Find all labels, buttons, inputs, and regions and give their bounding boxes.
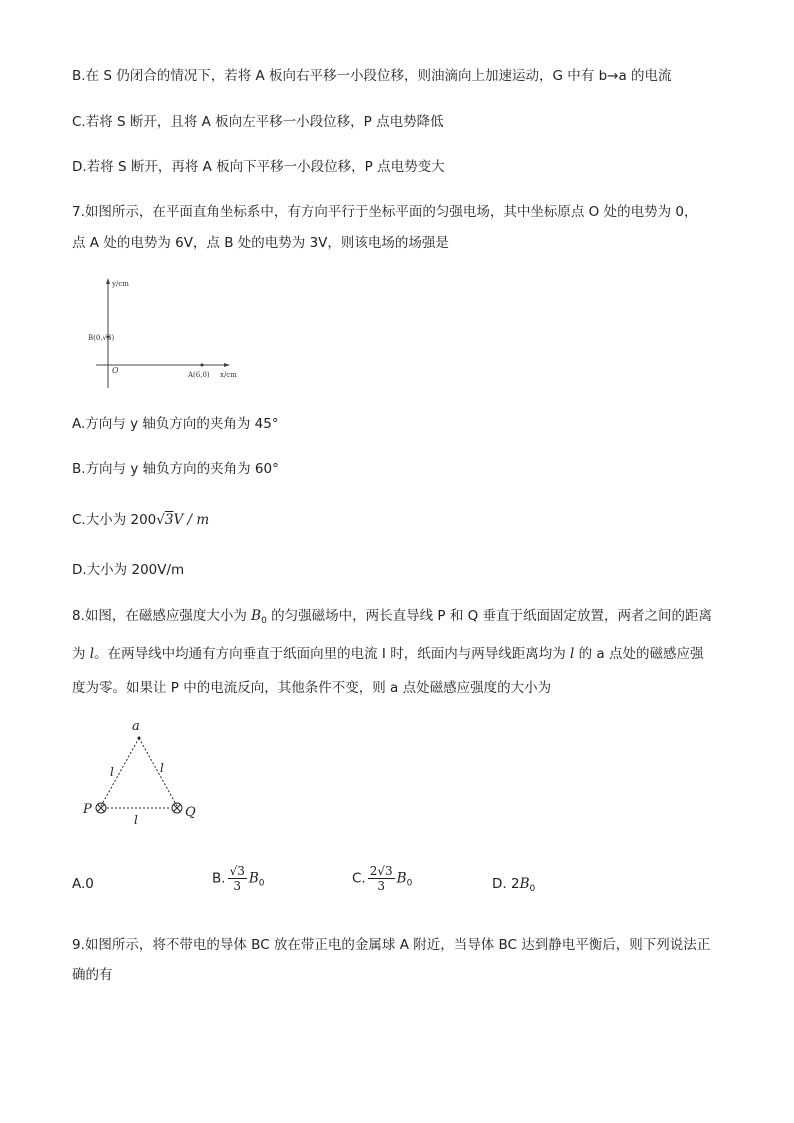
q7-option-a: A.方向与 y 轴负方向的夹角为 45° bbox=[72, 416, 279, 432]
q7-option-c-unit: V / m bbox=[173, 512, 210, 528]
q9-stem-line2: 确的有 bbox=[72, 967, 113, 983]
apex-label: a bbox=[132, 719, 140, 734]
choice-c-prefix: C. bbox=[352, 870, 366, 887]
b-subscript: 0 bbox=[529, 884, 536, 894]
b-symbol: B bbox=[519, 876, 530, 892]
q8-stem-line2 bbox=[72, 644, 703, 664]
point-b-label: B(0,√3) bbox=[88, 334, 115, 342]
q8-choice-b bbox=[212, 864, 265, 894]
q8-stem-line3: 度为零。如果让 P 中的电流反向，其他条件不变，则 a 点处磁感应强度的大小为 bbox=[72, 680, 552, 696]
q8-choice-a: A.0 bbox=[72, 876, 94, 892]
base-label: l bbox=[134, 813, 138, 827]
wire-q-into-page-icon bbox=[172, 803, 182, 813]
q6-option-b: B.在 S 仍闭合的情况下，若将 A 板向右平移一小段位移，则油滴向上加速运动，G 中有 b→a 的电流 bbox=[72, 68, 672, 84]
fraction-denominator: 3 bbox=[377, 879, 385, 893]
choice-b-prefix: B. bbox=[212, 870, 226, 887]
fraction-numerator: √3 bbox=[229, 864, 245, 878]
b-subscript: 0 bbox=[261, 616, 267, 626]
right-label: Q bbox=[185, 805, 196, 820]
q7-option-d: D.大小为 200V/m bbox=[72, 562, 185, 578]
fraction-denominator: 3 bbox=[233, 879, 242, 893]
fraction bbox=[228, 864, 247, 893]
apex-point bbox=[138, 737, 141, 740]
q6-option-c: C.若将 S 断开，且将 A 板向左平移一小段位移，P 点电势降低 bbox=[72, 114, 444, 130]
origin-label: O bbox=[112, 366, 119, 375]
y-axis-arrow bbox=[106, 278, 110, 284]
q8-stem-part: 为 bbox=[72, 646, 90, 662]
q7-option-c bbox=[72, 510, 209, 530]
point-a-label: A(6,0) bbox=[188, 371, 210, 379]
q8-triangle-figure bbox=[76, 716, 206, 826]
fraction-numerator: 2√3 bbox=[369, 864, 393, 878]
q7-option-c-prefix: C.大小为 200 bbox=[72, 512, 157, 528]
q8-stem-part: 的匀强磁场中，两长直导线 P 和 Q 垂直于纸面固定放置，两者之间的距离 bbox=[266, 608, 713, 624]
q8-stem-line1 bbox=[72, 606, 712, 631]
q7-option-b: B.方向与 y 轴负方向的夹角为 60° bbox=[72, 461, 279, 477]
q7-stem-line1: 7.如图所示，在平面直角坐标系中，有方向平行于坐标平面的匀强电场，其中坐标原点 O 处的电势为 0， bbox=[72, 204, 698, 220]
side-right-label: l bbox=[160, 761, 164, 775]
side-left bbox=[101, 738, 139, 806]
fraction bbox=[368, 864, 395, 893]
q9-stem-line1: 9.如图所示，将不带电的导体 BC 放在带正电的金属球 A 附近，当导体 BC 达到静电平衡后，则下列说法正 bbox=[72, 937, 711, 953]
point-a bbox=[201, 364, 204, 367]
left-label: P bbox=[83, 802, 92, 817]
side-right bbox=[139, 738, 177, 806]
y-axis-label: y/cm bbox=[112, 280, 129, 288]
q8-stem-part: 。在两导线中均通有方向垂直于纸面向里的电流 I 时，纸面内与两导线距离均为 bbox=[94, 646, 570, 662]
q7-coordinate-figure bbox=[88, 274, 252, 394]
q8-choice-c bbox=[352, 864, 412, 894]
choice-d-prefix: D. 2 bbox=[492, 876, 520, 892]
q8-stem-part: 8.如图，在磁感应强度大小为 bbox=[72, 608, 252, 624]
q7-stem-line2: 点 A 处的电势为 6V，点 B 处的电势为 3V，则该电场的场强是 bbox=[72, 235, 449, 251]
q7-option-c-radical: 3 bbox=[164, 512, 174, 528]
side-left-label: l bbox=[110, 765, 114, 779]
q8-choice-d bbox=[492, 874, 535, 899]
b-symbol: B bbox=[248, 870, 259, 887]
b-subscript: 0 bbox=[258, 878, 265, 889]
l-symbol: l bbox=[569, 646, 575, 662]
l-symbol: l bbox=[89, 646, 95, 662]
x-axis-label: x/cm bbox=[220, 371, 237, 379]
b-symbol: B bbox=[396, 870, 407, 887]
x-axis-arrow bbox=[224, 363, 230, 367]
q8-stem-part: 的 a 点处的磁感应强 bbox=[574, 646, 704, 662]
sqrt-symbol: √ bbox=[156, 512, 165, 528]
b-subscript: 0 bbox=[406, 878, 413, 889]
q6-option-d: D.若将 S 断开，再将 A 板向下平移一小段位移，P 点电势变大 bbox=[72, 159, 445, 175]
b-symbol: B bbox=[251, 608, 262, 624]
wire-p-into-page-icon bbox=[96, 803, 106, 813]
